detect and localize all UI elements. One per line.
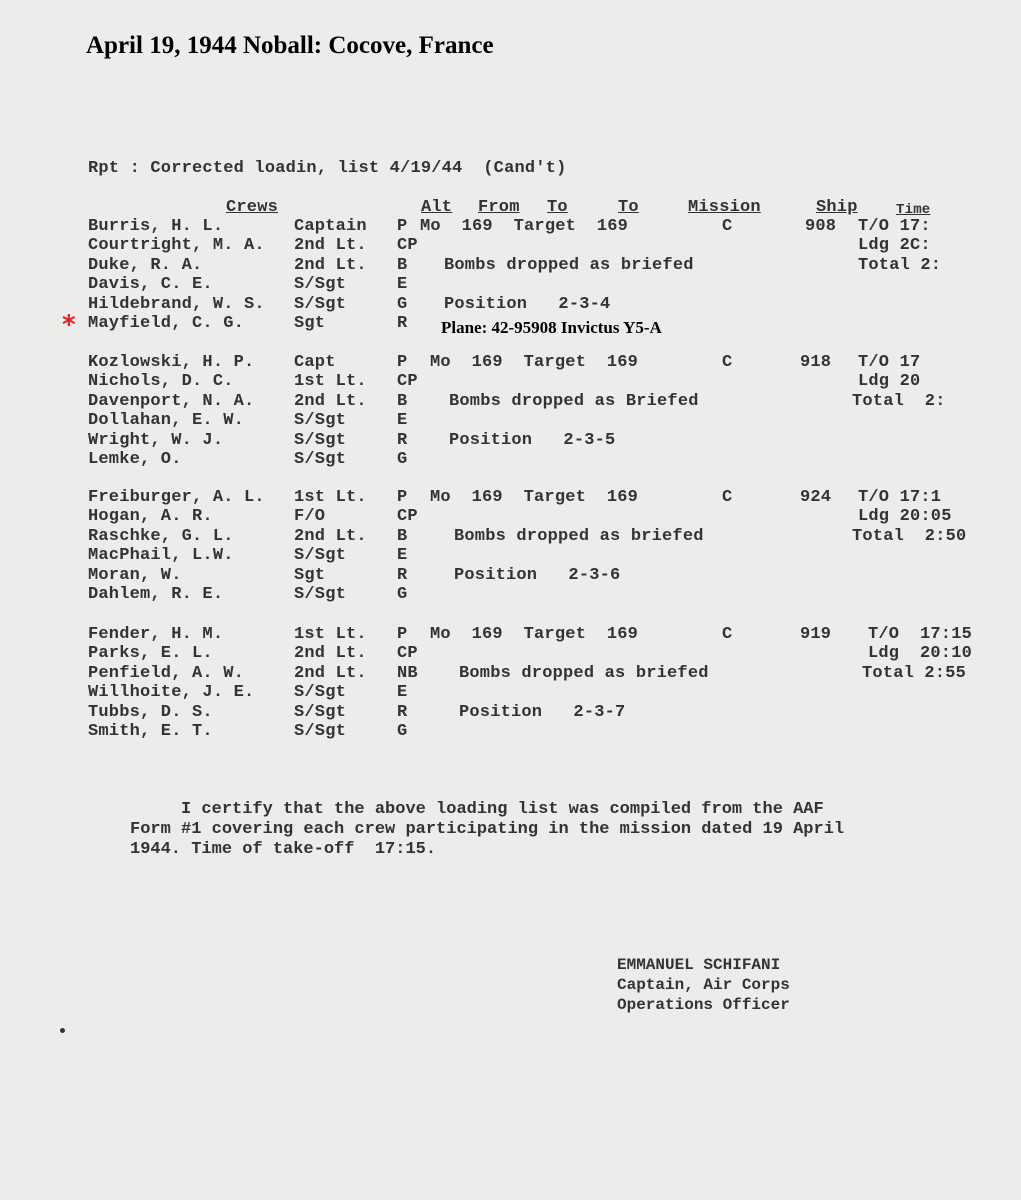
bombs-result: Bombs dropped as briefed (459, 664, 709, 683)
crew-position: CP (397, 236, 418, 255)
route-info: Mo 169 Target 169 (430, 353, 639, 372)
crew-position: CP (397, 507, 418, 526)
crew-name: Burris, H. L. (88, 217, 224, 236)
signature-block (617, 955, 790, 1015)
crew-rank: S/Sgt (294, 585, 347, 604)
crew-name: Dollahan, E. W. (88, 411, 245, 430)
signature-name: EMMANUEL SCHIFANI (617, 956, 781, 974)
crew-rank: 2nd Lt. (294, 527, 367, 546)
crew-name: Davenport, N. A. (88, 392, 255, 411)
crew-rank: S/Sgt (294, 450, 347, 469)
crew-rank: S/Sgt (294, 722, 347, 741)
crew-name: Parks, E. L. (88, 644, 213, 663)
mission-code: C (722, 217, 733, 236)
crew-position: R (397, 314, 408, 333)
crew-position: E (397, 546, 408, 565)
crew-rank: 2nd Lt. (294, 664, 367, 683)
signature-title-2: Operations Officer (617, 996, 790, 1014)
route-info: Mo 169 Target 169 (420, 217, 629, 236)
crew-position: P (397, 353, 408, 372)
crew-position: R (397, 431, 408, 450)
route-info: Mo 169 Target 169 (430, 625, 639, 644)
crew-rank: Captain (294, 217, 367, 236)
crew-rank: Sgt (294, 314, 326, 333)
crew-rank: Capt (294, 353, 336, 372)
time-entry: Total 2: (858, 256, 942, 275)
crew-name: Lemke, O. (88, 450, 182, 469)
crew-position: E (397, 411, 408, 430)
mission-code: C (722, 625, 733, 644)
bombs-result: Bombs dropped as Briefed (449, 392, 699, 411)
crew-name: Moran, W. (88, 566, 182, 585)
crew-position: B (397, 527, 408, 546)
formation-position: Position 2-3-4 (444, 295, 611, 314)
ship-number: 908 (805, 217, 837, 236)
route-info: Mo 169 Target 169 (430, 488, 639, 507)
header-ship: Ship (816, 198, 858, 217)
crew-rank: S/Sgt (294, 703, 347, 722)
crew-name: Smith, E. T. (88, 722, 213, 741)
time-entry: T/O 17: (858, 217, 931, 236)
crew-rank: 1st Lt. (294, 625, 367, 644)
crew-rank: 1st Lt. (294, 488, 367, 507)
crew-position: P (397, 625, 408, 644)
header-mission: Mission (688, 198, 761, 217)
crew-name: Duke, R. A. (88, 256, 203, 275)
asterisk-marker: * (62, 310, 76, 340)
crew-position: CP (397, 644, 418, 663)
time-entry: T/O 17 (858, 353, 921, 372)
crew-name: MacPhail, L.W. (88, 546, 234, 565)
crew-rank: 2nd Lt. (294, 256, 367, 275)
crew-name: Freiburger, A. L. (88, 488, 265, 507)
crew-name: Nichols, D. C. (88, 372, 234, 391)
mission-code: C (722, 488, 733, 507)
crew-name: Dahlem, R. E. (88, 585, 224, 604)
header-crews: Crews (226, 198, 279, 217)
bombs-result: Bombs dropped as briefed (454, 527, 704, 546)
crew-name: Willhoite, J. E. (88, 683, 255, 702)
header-to-2: To (618, 198, 639, 217)
crew-position: CP (397, 372, 418, 391)
ship-number: 918 (800, 353, 832, 372)
page-title: April 19, 1944 Noball: Cocove, France (86, 32, 494, 59)
formation-position: Position 2-3-6 (454, 566, 621, 585)
crew-rank: S/Sgt (294, 546, 347, 565)
header-alt: Alt (421, 198, 453, 217)
crew-name: Kozlowski, H. P. (88, 353, 255, 372)
crew-position: NB (397, 664, 418, 683)
signature-title-1: Captain, Air Corps (617, 976, 790, 994)
time-entry: Ldg 20 (858, 372, 921, 391)
crew-position: R (397, 703, 408, 722)
crew-position: E (397, 275, 408, 294)
crew-rank: Sgt (294, 566, 326, 585)
crew-rank: 2nd Lt. (294, 644, 367, 663)
time-entry: Ldg 2C: (858, 236, 931, 255)
formation-position: Position 2-3-7 (459, 703, 626, 722)
crew-rank: S/Sgt (294, 411, 347, 430)
crew-name: Fender, H. M. (88, 625, 224, 644)
crew-position: B (397, 256, 408, 275)
bombs-result: Bombs dropped as briefed (444, 256, 694, 275)
crew-position: R (397, 566, 408, 585)
crew-name: Davis, C. E. (88, 275, 213, 294)
crew-position: B (397, 392, 408, 411)
crew-name: Hogan, A. R. (88, 507, 213, 526)
time-entry: Ldg 20:10 (868, 644, 973, 663)
crew-name: Courtright, M. A. (88, 236, 265, 255)
crew-position: G (397, 585, 408, 604)
ship-number: 924 (800, 488, 832, 507)
crew-rank: F/O (294, 507, 326, 526)
crew-position: G (397, 722, 408, 741)
header-to-1: To (547, 198, 568, 217)
crew-position: G (397, 295, 408, 314)
mission-code: C (722, 353, 733, 372)
report-line: Rpt : Corrected loadin, list 4/19/44 (Cand't) (88, 159, 567, 178)
crew-rank: S/Sgt (294, 275, 347, 294)
crew-rank: S/Sgt (294, 295, 347, 314)
time-entry: Ldg 20:05 (858, 507, 952, 526)
crew-name: Wright, W. J. (88, 431, 224, 450)
crew-name: Mayfield, C. G. (88, 314, 245, 333)
crew-rank: 2nd Lt. (294, 392, 367, 411)
header-time: Time (896, 202, 931, 218)
crew-position: E (397, 683, 408, 702)
certification-text: I certify that the above loading list was compiled from the AAF Form #1 covering each crew participating in the mission dated 19 April 1944. Time of take-off 17:15. (130, 800, 845, 859)
time-entry: Total 2: (852, 392, 946, 411)
crew-name: Raschke, G. L. (88, 527, 234, 546)
crew-rank: 2nd Lt. (294, 236, 367, 255)
crew-position: G (397, 450, 408, 469)
crew-name: Hildebrand, W. S. (88, 295, 265, 314)
crew-name: Penfield, A. W. (88, 664, 245, 683)
time-entry: T/O 17:1 (858, 488, 942, 507)
crew-rank: S/Sgt (294, 683, 347, 702)
header-from: From (478, 198, 520, 217)
crew-name: Tubbs, D. S. (88, 703, 213, 722)
time-entry: Total 2:50 (852, 527, 967, 546)
crew-position: P (397, 488, 408, 507)
ship-number: 919 (800, 625, 832, 644)
crew-rank: 1st Lt. (294, 372, 367, 391)
formation-position: Position 2-3-5 (449, 431, 616, 450)
time-entry: Total 2:55 (862, 664, 967, 683)
crew-rank: S/Sgt (294, 431, 347, 450)
plane-note: Plane: 42-95908 Invictus Y5-A (441, 318, 662, 337)
crew-position: P (397, 217, 408, 236)
time-entry: T/O 17:15 (868, 625, 973, 644)
stray-mark (60, 1028, 65, 1033)
